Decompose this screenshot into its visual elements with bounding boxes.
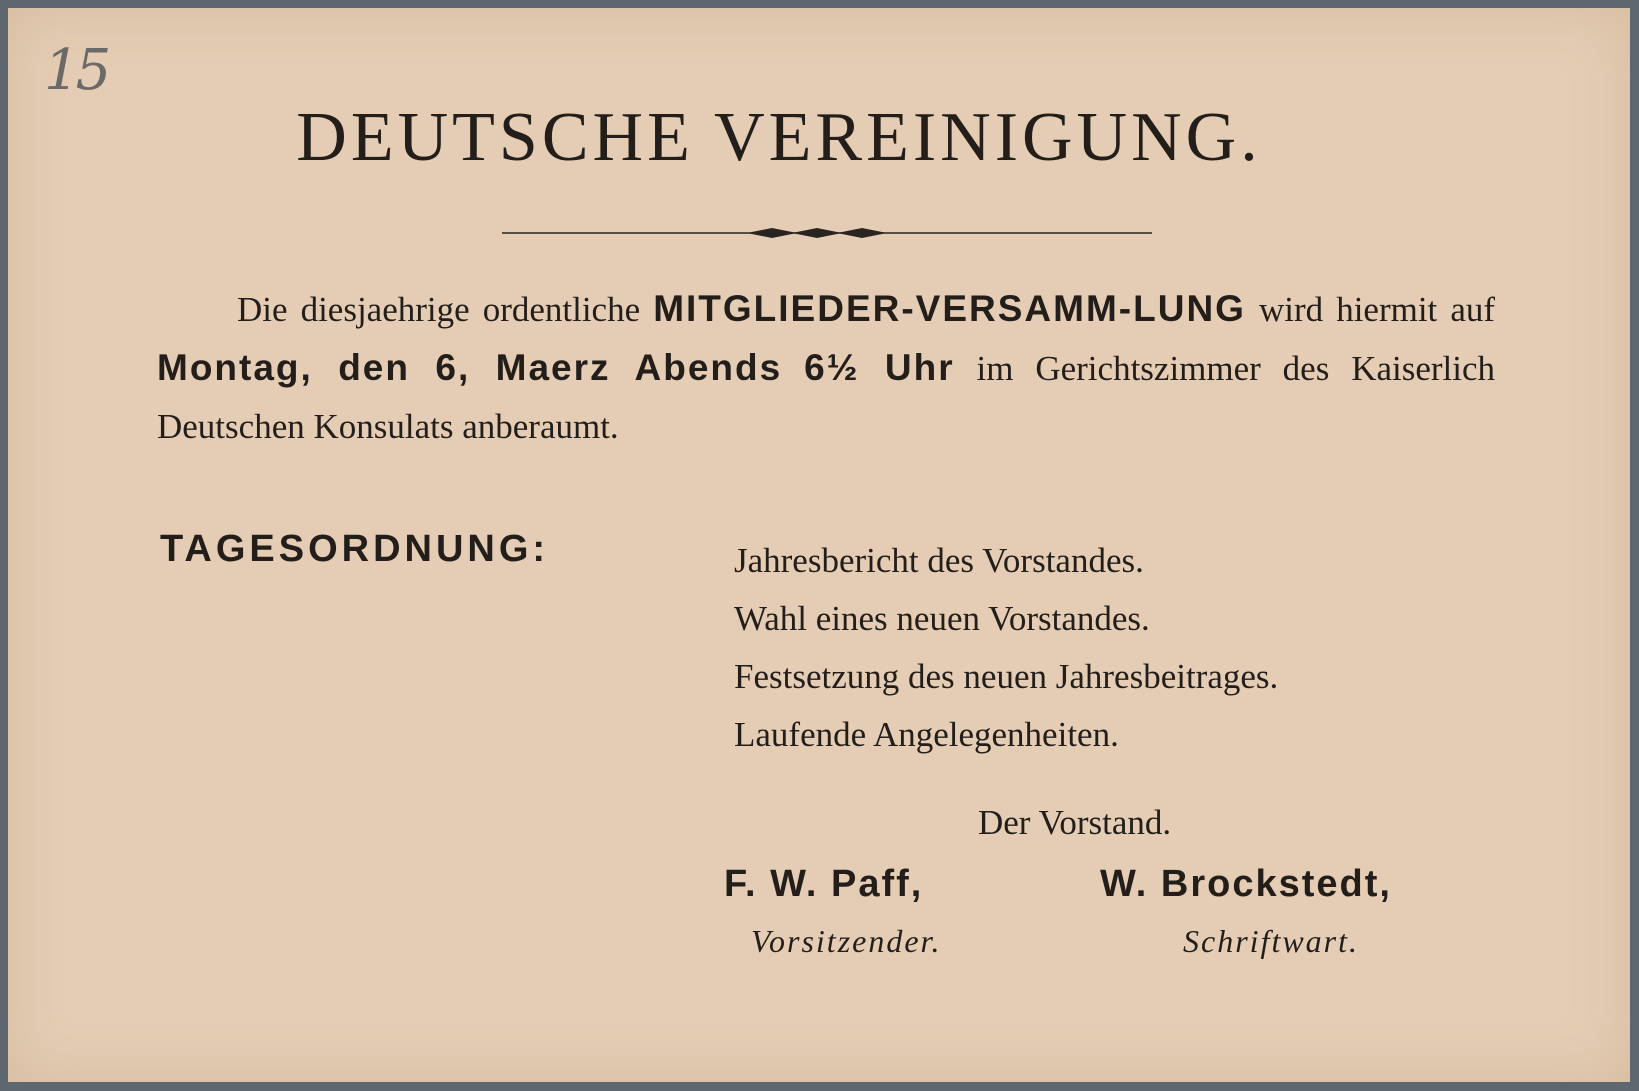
- chair-role: Vorsitzender.: [751, 923, 942, 959]
- meeting-time: 6½ Uhr: [804, 347, 955, 388]
- meeting-place: im Gerichtszimmer des Kaiserlich Deutschen Konsulats anberaumt.: [157, 349, 1496, 446]
- meeting-date: Montag, den 6, Maerz Abends: [157, 347, 783, 388]
- meeting-title-part2: LUNG: [1133, 288, 1246, 329]
- secretary-name: W. Brockstedt,: [1100, 863, 1392, 905]
- agenda-heading: TAGESORDNUNG:: [160, 528, 550, 570]
- announcement-mid: wird hiermit auf: [1259, 290, 1496, 329]
- ornament-divider-icon: [502, 223, 1152, 243]
- agenda-item: Laufende Angelegenheiten.: [734, 715, 1119, 754]
- agenda-list: [734, 532, 1278, 764]
- pencil-note: 15: [44, 38, 108, 103]
- board-signoff: Der Vorstand.: [978, 803, 1172, 842]
- announcement-intro: Die diesjaehrige ordentliche: [237, 290, 641, 329]
- chair-name: F. W. Paff,: [724, 863, 924, 905]
- secretary-role: Schriftwart.: [1183, 923, 1360, 959]
- agenda-item: Festsetzung des neuen Jahresbeitrages.: [734, 657, 1279, 696]
- invitation-card: [8, 8, 1630, 1082]
- meeting-title-part1: MITGLIEDER-VERSAMM-: [653, 288, 1134, 329]
- card-title: DEUTSCHE VEREINIGUNG.: [296, 99, 1262, 176]
- announcement-paragraph: [157, 280, 1495, 456]
- agenda-item: Jahresbericht des Vorstandes.: [734, 541, 1144, 580]
- agenda-item: Wahl eines neuen Vorstandes.: [734, 599, 1150, 638]
